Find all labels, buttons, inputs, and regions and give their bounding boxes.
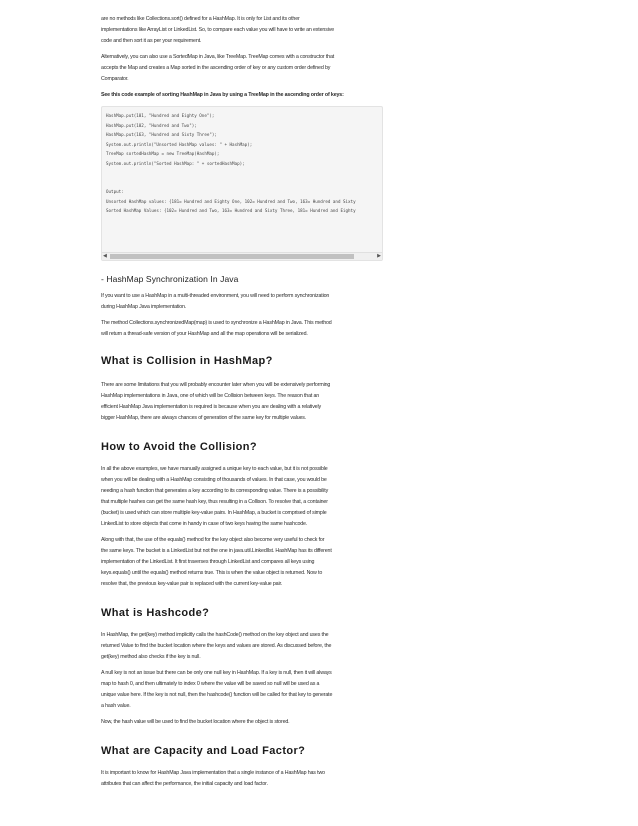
hashcode-heading: What is Hashcode?: [101, 607, 210, 619]
example-heading: See this code example of sorting HashMap in Java by using a TreeMap in the ascending order of keys:: [101, 92, 344, 98]
text-line: implementations like ArrayList or LinkedList. So, to compare each value you will have to write an extensive: [101, 27, 335, 33]
text-line: The method Collections.synchronizedMap(map) is used to synchronize a HashMap in Java. This method: [101, 320, 332, 326]
text-line: Now, the hash value will be used to find the bucket location where the object is stored.: [101, 719, 290, 725]
intro-paragraph: [101, 14, 383, 47]
code-line: Sorted HashMap Values: {102= Hundred and Two, 163= Hundred and Sixty Three, 181= Hundred and Eighty: [106, 208, 356, 213]
text-line: LinkedList to store objects that come in handy in case of two keys having the same hashcode.: [101, 521, 308, 527]
hashcode-paragraph-2: [101, 668, 383, 712]
text-line: HashMap implementations in Java, one of which will be Collision between keys. The reason that an: [101, 393, 320, 399]
text-line: that multiple hashes can get the same hash key, thus resulting in a Collison. To resolve that, a container: [101, 499, 328, 505]
avoid-paragraph-1: [101, 464, 383, 530]
capacity-paragraph: [101, 768, 383, 790]
text-line: will return a thread-safe version of your HashMap and all the map operations will be serialized.: [101, 331, 308, 337]
text-line: implementation of the LinkedList. It first traverses through LinkedList and compares all keys using: [101, 559, 315, 565]
article-body: [101, 14, 383, 790]
text-line: (bucket) is used which can store multiple key-value pairs. In HashMap, a bucket is comprised of simple: [101, 510, 327, 516]
text-line: get(key) method also checks if the key is null.: [101, 654, 201, 660]
code-line: System.out.println("Sorted HashMap: " + sortedHashMap);: [106, 160, 245, 166]
code-line: System.out.println("Unsorted HashMap values: " + HashMap);: [106, 141, 253, 147]
text-line: returned Value to find the bucket location where the keys and values are stored. As discussed before, the: [101, 643, 332, 649]
code-line: [106, 178, 378, 188]
text-line: Along with that, the use of the equals() method for the key object also become very useful to check for: [101, 537, 325, 543]
text-line: Alternatively, you can also use a SortedMap in Java, like TreeMap. TreeMap comes with a constructor that: [101, 54, 335, 60]
code-line: HashMap.put(163, "Hundred and Sixty Three");: [106, 132, 217, 137]
sorted-map-paragraph: [101, 52, 383, 85]
text-line: code and then sort it as per your requirement.: [101, 38, 202, 44]
text-line: If you want to use a HashMap in a multi-threaded environment, you will need to perform synchronization: [101, 293, 330, 299]
text-line: It is important to know for HashMap Java implementation that a single instance of a HashMap has two: [101, 770, 325, 776]
capacity-heading: What are Capacity and Load Factor?: [101, 745, 306, 757]
sync-paragraph-2: [101, 318, 383, 340]
code-line: HashMap.put(101, "Hundred and Eighty One");: [106, 113, 215, 118]
text-line: unique value here. If the key is not null, then the hashcode() function will be called for that key to generate: [101, 692, 333, 698]
sync-paragraph-1: [101, 291, 383, 313]
collision-paragraph: [101, 380, 383, 424]
horizontal-scrollbar[interactable]: [102, 252, 382, 260]
text-line: A null key is not an issue but there can be only one null key in HashMap. If a key is null, then it will always: [101, 670, 332, 676]
code-line: [106, 168, 378, 178]
text-line: during HashMap Java implementation.: [101, 304, 187, 310]
text-line: the same keys. The bucket is a LinkedList but not the one in java.util.LinkedlIst. HashMap has its different: [101, 548, 332, 554]
code-line: Output:: [106, 189, 124, 194]
text-line: attributes that can affect the performance, the initial capacity and load factor.: [101, 781, 268, 787]
code-line: TreeMap sortedHashMap = new TreeMap(HashMap);: [106, 151, 220, 156]
text-line: bigger HashMap, there are always chances of generation of the same key for multiple values.: [101, 415, 307, 421]
scroll-thumb[interactable]: [110, 254, 354, 259]
scroll-left-icon[interactable]: ◀: [103, 253, 107, 259]
scroll-right-icon[interactable]: ▶: [377, 253, 381, 259]
text-line: In HashMap, the get(key) method implicitly calls the hashCode() method on the key object and uses the: [101, 632, 329, 638]
avoid-paragraph-2: [101, 535, 383, 590]
code-line: HashMap.put(102, "Hundred and Two");: [106, 122, 197, 128]
text-line: efficient HashMap Java implementation is required is because when you are dealing with a relatively: [101, 404, 322, 410]
text-line: Comparator.: [101, 76, 129, 82]
collision-heading: What is Collision in HashMap?: [101, 355, 273, 367]
text-line: are no methods like Collections.sort() defined for a HashMap. It is only for List and its other: [101, 16, 300, 22]
avoid-collision-heading: How to Avoid the Collision?: [101, 441, 258, 453]
text-line: a hash value.: [101, 703, 131, 709]
hashcode-paragraph-3: [101, 717, 383, 728]
text-line: There are some limitations that you will probably encounter later when you will be extensively performing: [101, 382, 331, 388]
code-block[interactable]: [101, 106, 383, 261]
sync-heading: - HashMap Synchronization In Java: [101, 274, 239, 284]
text-line: In all the above examples, we have manually assigned a unique key to each value, but it is not possible: [101, 466, 328, 472]
text-line: when you will be dealing with a HashMap consisting of thousands of values. In that case, you would be: [101, 477, 327, 483]
code-line: Unsorted HashMap values: {181= Hundred and Eighty One, 102= Hundred and Two, 163= Hundred and Sixty: [106, 198, 356, 204]
text-line: keys.equals() until the equals() method returns true. This is when the value object is returned. Now to: [101, 570, 323, 576]
text-line: accepts the Map and creates a Map sorted in the ascending order of key or any custom order defined by: [101, 65, 331, 71]
hashcode-paragraph-1: [101, 630, 383, 663]
text-line: resolve that, the previous key-value pair is replaced with the current key-value pair.: [101, 581, 283, 587]
text-line: map to hash 0, and then ultimately to index 0 where the value will be saved so null will be used as a: [101, 681, 320, 687]
text-line: needing a hash function that generates a key according to its corresponding value. There is a possibility: [101, 488, 329, 494]
